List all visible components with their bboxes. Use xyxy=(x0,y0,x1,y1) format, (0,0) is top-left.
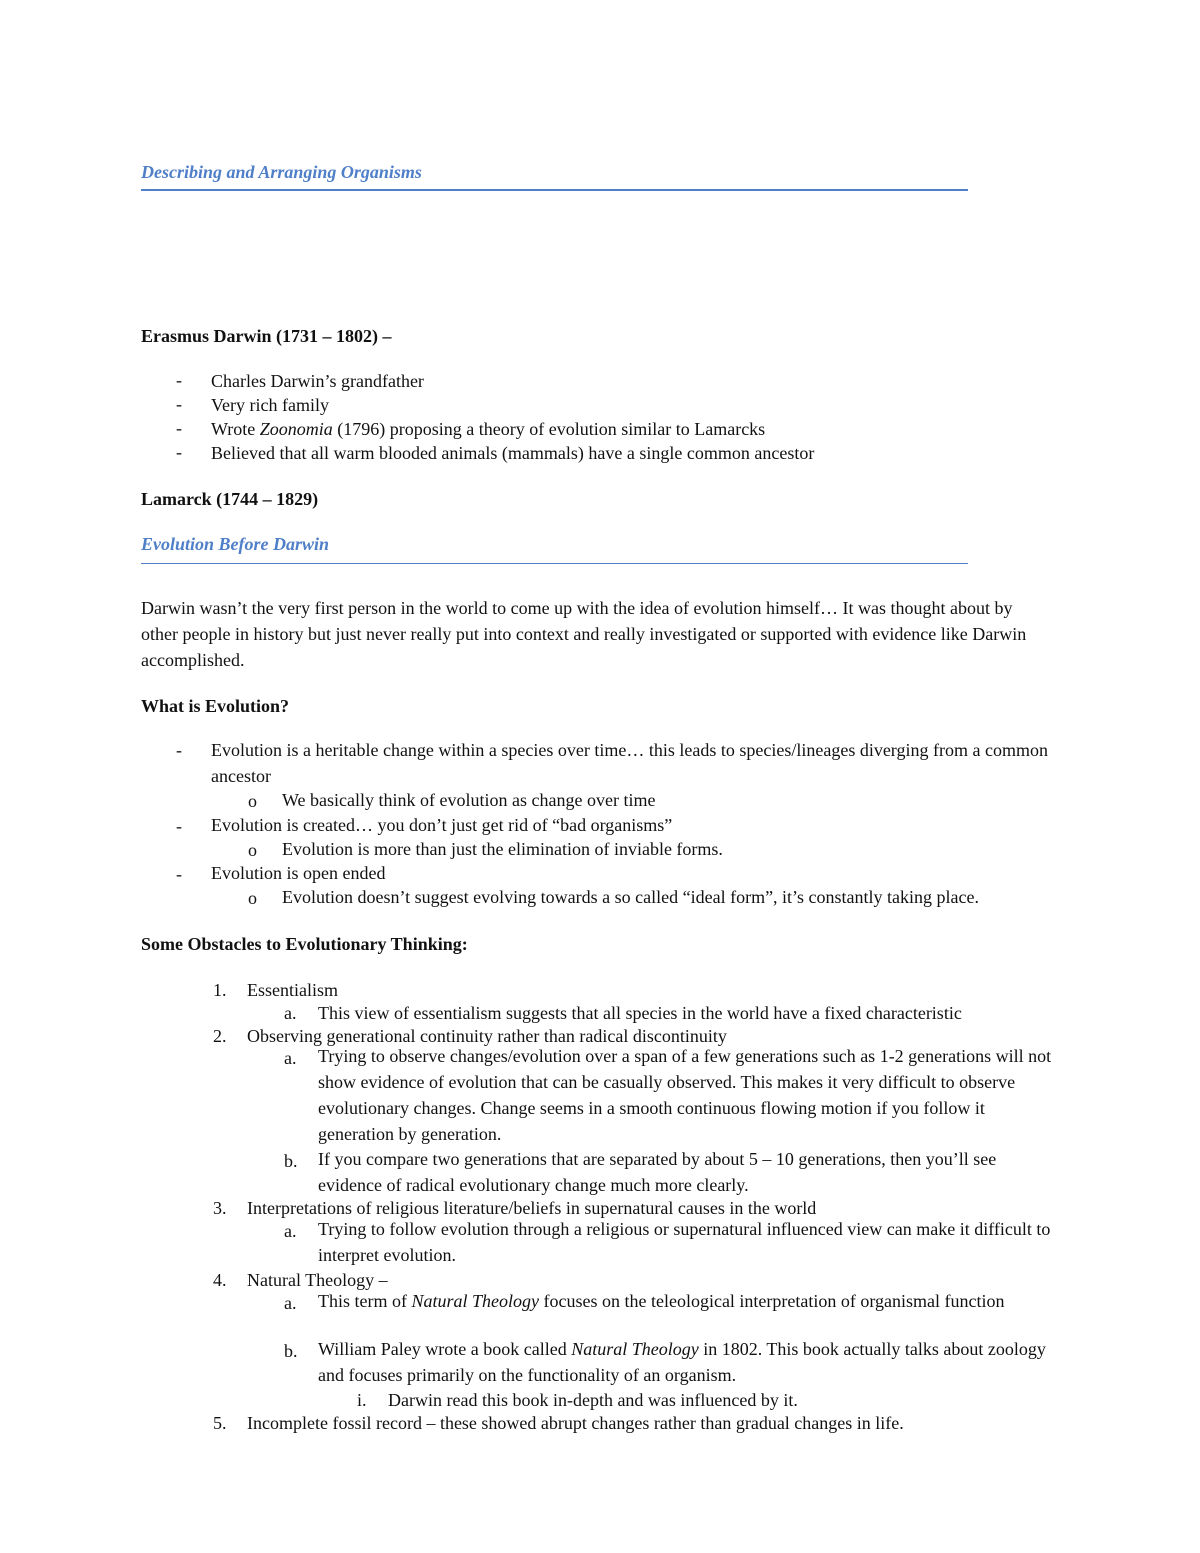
letter-marker: a. xyxy=(284,1003,297,1023)
letter-marker: b. xyxy=(284,1151,298,1171)
list-item: Wrote Zoonomia (1796) proposing a theory of evolution similar to Lamarcks xyxy=(211,419,766,439)
letter-marker: a. xyxy=(284,1221,297,1241)
list-item: Evolution doesn’t suggest evolving towards a so called “ideal form”, it’s constantly taking place. xyxy=(282,887,980,907)
list-item: We basically think of evolution as change over time xyxy=(282,790,656,810)
number-marker: 4. xyxy=(213,1270,227,1290)
list-item: If you compare two generations that are separated by about 5 – 10 generations, then you’ll see evidence of radical evolutionary change much more clearly. xyxy=(318,1149,997,1195)
dash-marker: - xyxy=(176,864,182,884)
heading-underline xyxy=(141,189,968,191)
list-item: Interpretations of religious literature/beliefs in supernatural causes in the world xyxy=(247,1198,817,1218)
dash-marker: - xyxy=(176,370,182,390)
list-item: Essentialism xyxy=(247,980,338,1000)
dash-marker: - xyxy=(176,394,182,414)
section-heading-evolution-before-darwin: Evolution Before Darwin xyxy=(141,534,330,554)
list-item: This view of essentialism suggests that all species in the world have a fixed characteristic xyxy=(318,1003,962,1023)
lamarck-heading: Lamarck (1744 – 1829) xyxy=(141,489,319,509)
erasmus-darwin-heading: Erasmus Darwin (1731 – 1802) – xyxy=(141,326,392,346)
list-item: Evolution is more than just the elimination of inviable forms. xyxy=(282,839,723,859)
book-title-zoonomia: Zoonomia xyxy=(259,419,333,439)
letter-marker: a. xyxy=(284,1048,297,1068)
sub-bullet-marker: o xyxy=(248,888,257,908)
book-title-natural-theology: Natural Theology xyxy=(571,1339,699,1359)
dash-marker: - xyxy=(176,442,182,462)
obstacles-heading: Some Obstacles to Evolutionary Thinking: xyxy=(141,934,468,954)
list-item: Darwin read this book in-depth and was influenced by it. xyxy=(388,1390,798,1410)
list-item: Observing generational continuity rather than radical discontinuity xyxy=(247,1026,727,1046)
list-item: Incomplete fossil record – these showed abrupt changes rather than gradual changes in life. xyxy=(247,1413,904,1433)
number-marker: 2. xyxy=(213,1026,227,1046)
letter-marker: a. xyxy=(284,1293,297,1313)
number-marker: 1. xyxy=(213,980,227,1000)
number-marker: 3. xyxy=(213,1198,227,1218)
section-heading-describing: Describing and Arranging Organisms xyxy=(141,162,422,182)
number-marker: 5. xyxy=(213,1413,227,1433)
intro-paragraph: Darwin wasn’t the very first person in the world to come up with the idea of evolution himself… It was thought about by other people in history but just never really put into context and really investigated or supported with evidence like Darwin accomplished. xyxy=(141,598,1027,670)
roman-marker: i. xyxy=(357,1390,367,1410)
list-item: Trying to follow evolution through a religious or supernatural influenced view can make it difficult to interpret evolution. xyxy=(318,1219,1051,1265)
list-item: Trying to observe changes/evolution over a span of a few generations such as 1-2 generations will not show evidence of evolution that can be casually observed. This makes it very difficult to observe evolutionary changes. Change seems in a smooth continuous flowing motion if you follow it generation by generation. xyxy=(318,1046,1052,1144)
list-item: William Paley wrote a book called Natural Theology in 1802. This book actually talks about zoology and focuses primarily on the functionality of an organism. xyxy=(318,1339,1046,1385)
list-item: Evolution is a heritable change within a species over time… this leads to species/lineages diverging from a common ancestor xyxy=(211,740,1048,786)
list-item: This term of Natural Theology focuses on the teleological interpretation of organismal function xyxy=(318,1291,1005,1311)
heading-underline xyxy=(141,563,968,564)
list-item: Charles Darwin’s grandfather xyxy=(211,371,424,391)
letter-marker: b. xyxy=(284,1341,298,1361)
dash-marker: - xyxy=(176,740,182,760)
dash-marker: - xyxy=(176,418,182,438)
list-item: Believed that all warm blooded animals (mammals) have a single common ancestor xyxy=(211,443,815,463)
dash-marker: - xyxy=(176,816,182,836)
what-is-evolution-heading: What is Evolution? xyxy=(141,696,290,716)
book-title-natural-theology: Natural Theology xyxy=(411,1291,539,1311)
list-item: Evolution is open ended xyxy=(211,863,386,883)
list-item: Very rich family xyxy=(211,395,329,415)
sub-bullet-marker: o xyxy=(248,791,257,811)
list-item: Evolution is created… you don’t just get rid of “bad organisms” xyxy=(211,815,673,835)
sub-bullet-marker: o xyxy=(248,840,257,860)
list-item: Natural Theology – xyxy=(247,1270,388,1290)
